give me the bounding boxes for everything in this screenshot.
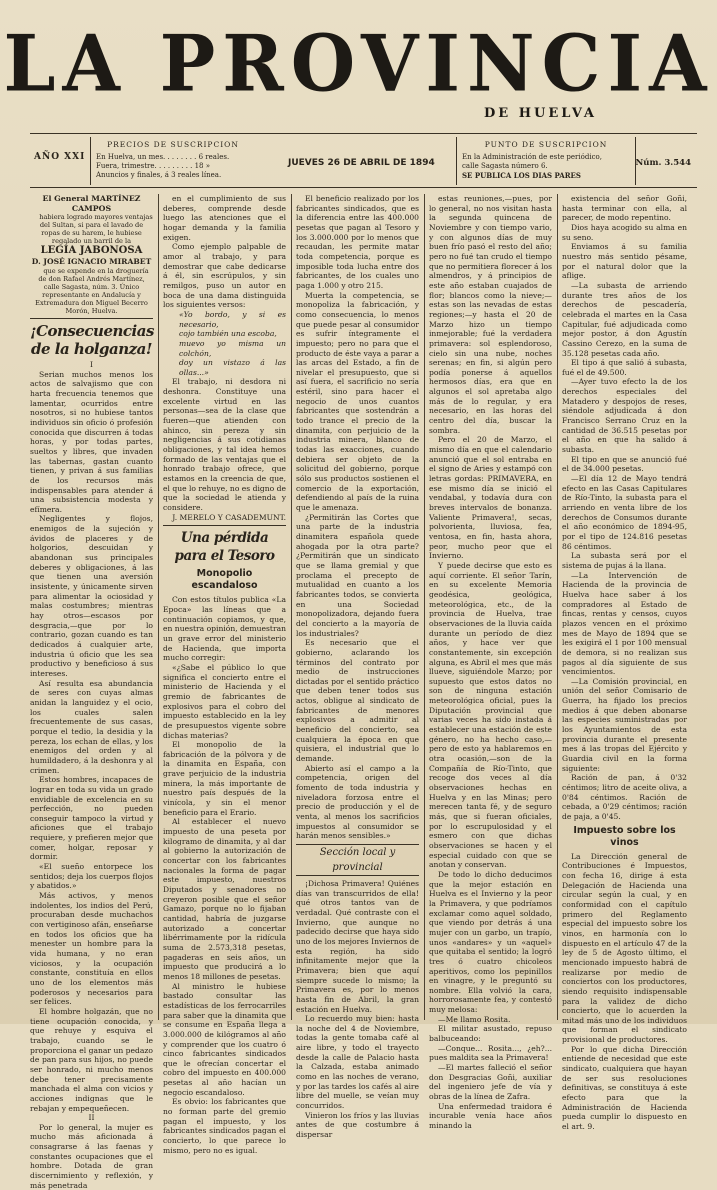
section-numeral: I (90, 359, 93, 369)
issue-date: JUEVES 26 DE ABRIL DE 1894 (288, 158, 435, 168)
column-divider (424, 194, 425, 1020)
paragraph: «El sueño entorpece los sentidos; deja los cuerpos flojos y abatidos.» (30, 862, 153, 891)
divider (30, 318, 153, 319)
paragraph: Abierto así el campo a la competencia, origen del fomento de toda industria y niveladora forzosa entre el precio de producción y el de venta, al menos los sacrificios impuestos al consumidor se harán menos sensibles.» (296, 763, 419, 841)
paragraph: Enviamos á su familia nuestro más sentido pésame, por el natural dolor que la aflige. (562, 242, 687, 281)
paragraph: Una enfermedad traidora é incurable venía hace años minando la (429, 1101, 552, 1130)
paragraph: El monopolio de la fabricación de la pólvora y de la dinamita en España, con grave perjuicio de la industria minera, la más importante de nuestro país después de la vinícola, y sin el menor beneficio para el Erario. (163, 740, 286, 817)
paragraph: Al ministro le hubiese bastado consultar las estadísticas de los ferrocarriles para saber que la dinamita que se consume en España llega a 3.000.000 de kilógramos al año y comprender que los cuatro ó cinco fabricantes sindicados que le ofrecían concertar el cobro del impuesto en 400.000 pesetas al año hacían un negocio escandaloso. (163, 981, 286, 1097)
info-bar (30, 137, 697, 185)
top-rule (30, 133, 697, 134)
paragraph: Muerta la competencia, se monopoliza la fabricación, y como consecuencia, lo menos que puede pesar al consumidor es sufrir íntegramente el impuesto; pero no para que el producto de éste vaya a parar a las arcas del Estado, a fin de nivelar el presupuesto, que si así fuera, el sacrificio no sería estéril, sino para hacer el negocio de unos cuantos fabricantes que sostendrán a todo trance el precio de la dinamita, con perjuicio de la industria minera, blanco de todas las exacciones, cuando debiera ser objeto de la solicitud del gobierno, porque sólo sus productos sostienen el comercio de la exportación, defendiendo al país de la ruina que le amenaza. (296, 290, 419, 512)
article-headline: Una pérdida para el Tesoro (174, 530, 275, 565)
paragraph: Al establecer el nuevo impuesto de una peseta por kilogramo de dinamita, y al dar al gobierno la autorización de concertar con los fabricantes nacionales la forma de pagar este impuesto, nuestros Diputados y senadores no creyeron posible que el señor Gamazo, porque no lo fijaban cantidad, habría de juzgarse autorizado a concertar libérrimamente por la ridícula suma de 2.573,318 pesetas, pagaderas en seis años, un impuesto que producirá a lo menos 18 millones de pesetas. (163, 817, 286, 981)
paragraph: De todo lo dicho deducimos que la mejor estación en Huelva es el Invierno y la peor la Primavera, y que podríamos exclamar como aquel soldado, que viendo por detrás á una mujer con un garbo, un trapío, unos «andares» y un «aquel» que quitaba el sentido; la logró tres ó cuatro chicoleos aperitivos, como los pepinillos en vinagre, y le preguntó su nombre. Ella volvió la cara, horrorosamente fea, y contestó muy melosa: (429, 869, 552, 1015)
subscription-point-line: calle Sagasta número 6. (462, 162, 548, 170)
column-1 (30, 194, 154, 1190)
paragraph: Vinieron los fríos y las lluvias antes de que costumbre á dispersar (296, 1110, 419, 1140)
ad-product: LEGÍA JABONOSA (40, 245, 143, 257)
masthead-title: LA PROVINCIA (3, 18, 714, 110)
paragraph: —Ayer tuvo efecto la de los derechos especiales del Matadero y despojos de reses, siéndole adjudicada á don Francisco Serrano Cruz en la cantidad de 36.515 pesetas por el año en que ha salido á subasta. (562, 377, 687, 455)
paragraph: estas reuniones,—pues, por lo general, no nos visitan hasta la segunda quincena de Noviembre y con tiempo vario, y con algunos días de muy buen frío pasó el resto del año; pero no fué tan crudo el tiempo que no permitiera florecer á los almendros, y á principios de este año estaban cuajados de flor; blancos como la nieve;—estas son las nevadas de estas regiones;—y hasta el 20 de Marzo hizo un tiempo inmejorable; fué la verdadera primavera: sol esplendoroso, cielo sin una nube, noches serenas; en fin, si algún pero podía ponerse á aquellos hermosos días, era que en algunos el sol apretaba algo más de lo regular, y era necesario, en las horas del centro del día, buscar la sombra. (429, 194, 552, 435)
author-signature: J. MERELO Y CASADEMUNT. (172, 512, 286, 522)
paragraph: —La subasta de arriendo durante tres años de los derechos de pescadería, celebrada el martes en la Casa Capitular, fué adjudicada como mejor postor, á don Agustín Cassino Cerezo, en la suma de 35.128 pesetas cada año. (562, 280, 687, 358)
column-4 (429, 194, 552, 1130)
paragraph: Más activos, y menos indolentes, los indios del Perú, procuraban desde muchachos con vertiginoso afán, enseñarse en todos los oficios que ha menester un hombre para la vida humana, y no eran viciosos, y la ocupación constante, constituía en ellos uno de los elementos más poderosos y necesarios para ser felices. (30, 891, 153, 1007)
column-5 (562, 194, 687, 1132)
verse-line: cojo también una escoba, (179, 329, 277, 339)
subscription-line: En Huelva, un mes. . . . . . . . 6 reales. (96, 153, 230, 161)
paragraph: en el cumplimiento de sus deberes, comprende desde luego las atenciones que el hogar demanda y la familia exigen. (163, 194, 286, 242)
paragraph: —Conque... Rosita..., ¿eh?... pues maldita sea la Primavera! (429, 1043, 552, 1063)
paragraph: ¡Dichosa Primavera! Quiénes días van transcurridos de ella! qué otros tantos van de verdadal. Qué contraste con el Invierno, que aunque no padecido decirse que haya sido uno de los mejores Inviernos de esta región, ha sido infinitamente mejor que la Primavera; bien que aquí siempre sucede lo mismo; la Primavera es, por lo menos hasta fin de Abril, la gran estación en Huelva. (296, 878, 419, 1014)
paragraph: —La Comisión provincial, en unión del señor Comisario de Guerra, ha fijado los precios medios á que deben abonarse las especies suministradas por los Ayuntamientos de esta provincia durante el presente mes á las tropas del Ejército y Guardia civil en la forma siguiente: (562, 676, 687, 773)
paragraph: Serian muchos menos los actos de salvajismo que con harta frecuencia tenemos que lamentar, ocurridos entre nosotros, si no hubiese tantos individuos sin oficio ó profesión conocida que discurren á todas horas, y por todas partes, sueltos y libres, que invaden las tabernas, gastan cuanto tienen, y privan á sus familias de los recursos más indispensables para atender á una subsistencia modesta y efímera. (30, 369, 153, 514)
paragraph: Y puede decirse que esto es aquí corriente. El señor Tarín, en su excelente Memoria geodésica, geológica, meteorológica, etc., de la provincia de Huelva, trae observaciones de la lluvia caída durante un período de diez años, y hace ver que constantemente, sin excepción alguna, es Abril el mes que más llueve, siguiéndole Marzo; por supuesto que estos datos no son de ninguna estación meteorológica oficial, pues la Diputación provincial que varias veces ha sido instada á establecer una estación de este género, no ha hecho caso,—pero de esto ya hablaremos en otra ocasión,—son de la Compañía de Río-Tinto, que recoge dos veces al día observaciones hechas en Huelva y en las Minas; pero merecen tanta fé, y de seguro más, que si fueran oficiales, por lo escrupulosidad y el esmero con que dichas observaciones se hacen y el especial cuidado con que se anotan y conservan. (429, 560, 552, 870)
paragraph: Negligentes y flojos, enemigos de la sujeción y ávidos de placeres y de holgorios, descuidan y abandonan sus principales deberes y obligaciones, á las que tienen una aversión insistente, y únicamente sirven para alimentar la ociosidad y malas costumbres; mientras hay otros—escasos por desgracia,—que por lo contrario, gozan cuando es tan dedicados á cualquier arte, industria ú oficio que les sea productivo y beneficioso á sus intereses. (30, 514, 153, 678)
divider (163, 525, 286, 526)
paragraph: Con estos títulos publica «La Epoca» las líneas que a continuación copiamos, y que, en nuestra opinión, demuestran un grave error del ministerio de Hacienda, que importa mucho corregir: (163, 595, 287, 663)
paragraph: Lo recuerdo muy bien: hasta la noche del 4 de Noviembre, todas la gente tomaba café al aire libre, y todo el trayecto desde la calle de Palacio hasta la Calzada, estaba animado como en las noches de verano, y por las tardes los cafés al aire libre del muelle, se veían muy concurridos. (296, 1014, 419, 1111)
paragraph: —El día 12 de Mayo tendrá efecto en las Casas Capitulares de Río-Tinto, la subasta para el arriendo en venta libre de los derechos de Consumos durante el año económico de 1894-95, por el tipo de 124.816 pesetas 86 céntimos. (562, 474, 687, 551)
paragraph: Estos hombres, incapaces de lograr en toda su vida un grado envidiable de excelencia en su perfección, no pueden conseguir tampoco la virtud y aficiones que el trabajo requiere, y prefieren mejor que comer, holgar, reposar y dormir. (30, 775, 153, 862)
subscription-line: Anuncios y finales, á 3 reales línea. (96, 171, 222, 179)
paragraph: Es necesario que el gobierno, aclarando los términos del contrato por medio de instrucciones dictadas por el sentido práctico que deben tener todos sus actos, obligue al sindicato de fabricantes de menores explosivos a admitir al beneficio del concierto, sea cualquiera la época en que quisiera, el industrial que lo demande. (296, 638, 419, 764)
column-divider (291, 194, 292, 1020)
subscription-prices-box (90, 137, 255, 185)
paragraph: —Me llamo Rosita. (438, 1014, 511, 1024)
paragraph: El tipo á que salió á subasta, fué el de 49.500. (562, 358, 687, 377)
paragraph: —El martes falleció el señor don Desgracias Goñi, auxiliar del ingeniero jefe de vía y obras de la línea de Zafra. (429, 1063, 552, 1102)
paragraph: Ración de pan, á 0'32 céntimos; litro de aceite oliva, a 0'84 céntimos. Ración de cebada, a 0'29 céntimos; ración de paja, a 0'45. (562, 773, 687, 821)
subscription-point-box (456, 137, 636, 185)
article-subheadline: Impuesto sobre los vinos (573, 824, 676, 848)
paragraph: Así resulta esa abundancia de seres con cuyas almas anidan la languidez y el ocio, los cuales salen frecuentemente de sus casas, porque el tedio, la desidia y la pereza, los echan de ellas, y los enemigos del orden y al humildadero, á la deshonra y al crimen. (30, 678, 153, 775)
article-subheadline: Monopolio escandaloso (191, 568, 258, 592)
column-2 (163, 194, 287, 1155)
article-headline: ¡Consecuencias de la holganza! (30, 321, 154, 358)
paragraph: El beneficio realizado por los fabricantes sindicados, que es la diferencia entre las 400.000 pesetas que pagan al Tesoro y los 3.000.000 por lo menos que recaudan, les permite matar toda competencia, porque es imposible toda lucha entre dos fabricantes, de los cuales uno paga 1.000 y otro 215. (296, 194, 419, 290)
paragraph: Dios haya acogido su alma en su seno. (562, 222, 687, 242)
ad-text: habiera logrado mayores ventajas del Sultan, si para el lavado de ropas de su harem, le hubiese regalado un barril de la (39, 213, 153, 246)
section-heading: Sección local y provincial (296, 844, 419, 876)
paragraph: El hombre holgazán, que no tiene ocupación conocida, y que rehuye y esquiva el trabajo, cuando se le proporciona el ganar un pedazo de pan para sus hijos, no puede ser honrado, ni mucho menos debe tener precisamente manchada el alma con vicios y acciones indignas que le rebajan y empequeñecen. (30, 1006, 153, 1113)
paragraph: ¿Permitirán las Cortes que una parte de la industria dinamitera española quede ahogada por la otra parte? ¿Permitirán que un sindicato que se llama gremial y que proclama el precepto de mutualidad en cuanto a los fabricantes todos, se convierta en una Sociedad monopolizadora, dejando fuera del concierto a la mayoría de los industriales? (296, 512, 419, 638)
paragraph: Por lo que dicha Dirección entiende de necesidad que este sindicato, cualquiera que hayan de ser sus resoluciones definitivas, se constituya á este efecto para que la Administración de Hacienda pueda cumplir lo dispuesto en el art. 9. (562, 1044, 687, 1132)
subscription-line: Fuera, trimestre. . . . . . . . . 18 » (96, 162, 211, 170)
masthead-subtitle: DE HUELVA (484, 106, 597, 121)
paragraph: El tipo en que se anunció fué el de 34.000 pesetas. (562, 454, 687, 474)
paragraph: Como ejemplo palpable de amor al trabajo, y para demostrar que cabe dedicarse á él, sin escrúpulos, y sin remilgos, puso un autor en boca de una dama distinguida los siguientes versos: (163, 242, 286, 310)
paragraph: La subasta será por el sistema de pujas á la llana. (562, 551, 687, 570)
paragraph: El militar asustado, repuso balbuceando: (429, 1024, 552, 1044)
verse-line: doy un vistazo á las ollas...» (179, 358, 286, 377)
year-label: AÑO XXI (34, 152, 86, 162)
paragraph: El trabajo, ni desdora ni deshonra. Constituye una excelente virtud en las personas—sea de la clase que fueren—que atienden con ahinco, sin pereza y sin negligencias á sus cotidianas obligaciones, y tal idea hemos formado de las ventajas que el honrado trabajo ofrece, que estamos en la creencia de que, el que lo rehuye, no es digno de que la sociedad le atienda y considere. (163, 377, 286, 512)
column-divider (557, 194, 558, 1020)
subscription-prices-title: PRECIOS DE SUSCRIPCION (107, 140, 239, 149)
paragraph: Es obvio: los fabricantes que no forman parte del gremio pagan el impuesto, y los fabricantes sindicados pagan el concierto, lo que parece lo mismo, pero no es igual. (163, 1097, 286, 1155)
paragraph: existencia del señor Goñi, hasta terminar con ella, al parecer, de modo repentino. (562, 194, 687, 223)
ad-line: El General MARTÍNEZ CAMPOS (42, 194, 141, 213)
column-divider (158, 194, 159, 1020)
ad-text: que se expende en la droguería de don Rafael Andrés Martínez, calle Sagasta, núm. 3. Único representante en Andalucía y Extremadura don Miguel Becerro Morón, Huelva. (35, 266, 149, 315)
column-3 (296, 194, 419, 1140)
subscription-point-title: PUNTO DE SUSCRIPCION (484, 140, 608, 149)
issue-number: Núm. 3.544 (635, 158, 691, 168)
verse-line: «Yo bordo, y si es necesario, (179, 309, 286, 329)
verse-line: muevo yo misma un colchón, (179, 338, 286, 358)
paragraph: «¿Sabe el público lo que significa el concierto entre el ministerio de Hacienda y el gremio de fabricantes de explosivos para el cobro del impuesto establecido en la ley de presupuestos vigente sobre dichas materias? (163, 662, 286, 740)
paragraph: Pero el 20 de Marzo, el mismo día en que el calendario anunció que el sol entraba en el signo de Aries y estampó con letras gordas: PRIMAVERA, en ese mismo día se inició el vendabal, y todavía dura con breves intervalos de bonanza. Valiente Primavera!, secas, polvorienta, lluviosa, fea, ventosa, en fin, hasta ahora, peor, mucho peor que el Invierno. (429, 435, 552, 561)
section-numeral: II (88, 1113, 95, 1123)
top-rule-lower (30, 187, 697, 188)
subscription-point-line: En la Administración de este periódico, (462, 153, 602, 161)
ad-name: D. JOSÉ IGNACIO MIRABET (31, 257, 152, 267)
paragraph: Por lo general, la mujer es mucho más aficionada á consagrarse á las faenas y constantes ocupaciones que el hombre. Dotada de gran discernimiento y reflexión, y más penetrada (30, 1122, 153, 1190)
publication-days: SE PUBLICA LOS DIAS PARES (462, 171, 581, 180)
paragraph: La Dirección general de Contribuciones é Impuestos, con fecha 16, dirige á esta Delegación de Hacienda una circular según la cual, y en conformidad con el capítulo primero del Reglamento especial del impuesto sobre los vinos, en harmonía con lo dispuesto en el artículo 47 de la ley de 5 de Agosto último, el mencionado impuesto habrá de realizarse por medio de conciertos con los productores, siendo requisito indispensable para la validez de dicho concierto, que lo acuerden la mitad más uno de los individuos que forman el sindicato provisional de productores. (562, 851, 687, 1045)
paragraph: —La Intervención de Hacienda de la provincia de Huelva hace saber á los compradores al Estado de fincas, rentas y censos, cuyos plazos vencen en el próximo mes de Mayo de 1894 que se les exigirá el 1 por 100 mensual de demora, si no realizan sus pagos al día siguiente de sus vencimientos. (562, 570, 687, 677)
